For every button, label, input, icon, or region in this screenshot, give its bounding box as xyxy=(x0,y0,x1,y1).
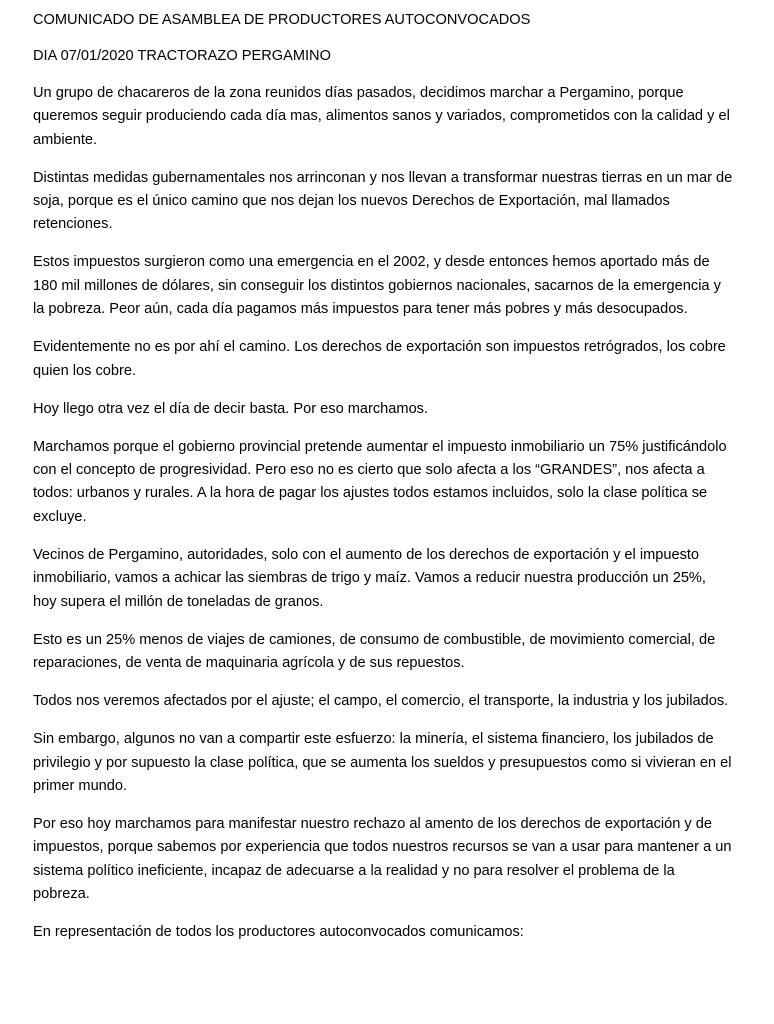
paragraph-9: Todos nos veremos afectados por el ajuste; el campo, el comercio, el transporte, la industria y los jubilados. xyxy=(33,693,729,710)
paragraph-7: Vecinos de Pergamino, autoridades, solo con el aumento de los derechos de exportación y el impuesto inmobiliario, vamos a achicar las siembras de trigo y maíz. Vamos a reducir nuestra producción un 25%, hoy supera el millón de toneladas de granos. xyxy=(33,546,706,610)
paragraph-5: Hoy llego otra vez el día de decir basta. Por eso marchamos. xyxy=(33,400,429,417)
paragraph-2: Distintas medidas gubernamentales nos arrinconan y nos llevan a transformar nuestras tierras en un mar de soja, porque es el único camino que nos dejan los nuevos Derechos de Exportación, mal llamados retenciones. xyxy=(33,169,733,233)
paragraph-11: Por eso hoy marchamos para manifestar nuestro rechazo al amento de los derechos de exportación y de impuestos, porque sabemos por experiencia que todos nuestros recursos se van a usar para mantener a un sistema político ineficiente, incapaz de adecuarse a la realidad y no para resolver el problema de la pobreza. xyxy=(33,815,732,903)
paragraph-10: Sin embargo, algunos no van a compartir este esfuerzo: la minería, el sistema financiero, los jubilados de privilegio y por supuesto la clase política, que se aumenta los sueldos y presupuestos como si vivieran en el primer mundo. xyxy=(33,731,732,794)
paragraph-4: Evidentemente no es por ahí el camino. Los derechos de exportación son impuestos retrógrados, los cobre quien los cobre. xyxy=(33,339,726,379)
document-date-line: DIA 07/01/2020 TRACTORAZO PERGAMINO xyxy=(33,48,331,65)
document-title: COMUNICADO DE ASAMBLEA DE PRODUCTORES AUTOCONVOCADOS xyxy=(33,12,531,28)
paragraph-1: Un grupo de chacareros de la zona reunidos días pasados, decidimos marchar a Pergamino, porque queremos seguir produciendo cada día mas, alimentos sanos y variados, comprometidos con la calidad y el ambiente. xyxy=(33,84,730,148)
paragraph-8: Esto es un 25% menos de viajes de camiones, de consumo de combustible, de movimiento comercial, de reparaciones, de venta de maquinaria agrícola y de sus repuestos. xyxy=(33,631,716,672)
paragraph-12: En representación de todos los productores autoconvocados comunicamos: xyxy=(33,924,524,941)
paragraph-3: Estos impuestos surgieron como una emergencia en el 2002, y desde entonces hemos aportado más de 180 mil millones de dólares, sin conseguir los distintos gobiernos nacionales, sacarnos de la emergencia y la pobreza. Peor aún, cada día pagamos más impuestos para tener más pobres y más desocupados. xyxy=(33,254,721,318)
paragraph-6: Marchamos porque el gobierno provincial pretende aumentar el impuesto inmobiliario un 75% justificándolo con el concepto de progresividad. Pero eso no es cierto que solo afecta a los “GRANDES”, nos afecta a todos: urbanos y rurales. A la hora de pagar los ajustes todos estamos incluidos, solo la clase política se excluye. xyxy=(33,438,727,525)
